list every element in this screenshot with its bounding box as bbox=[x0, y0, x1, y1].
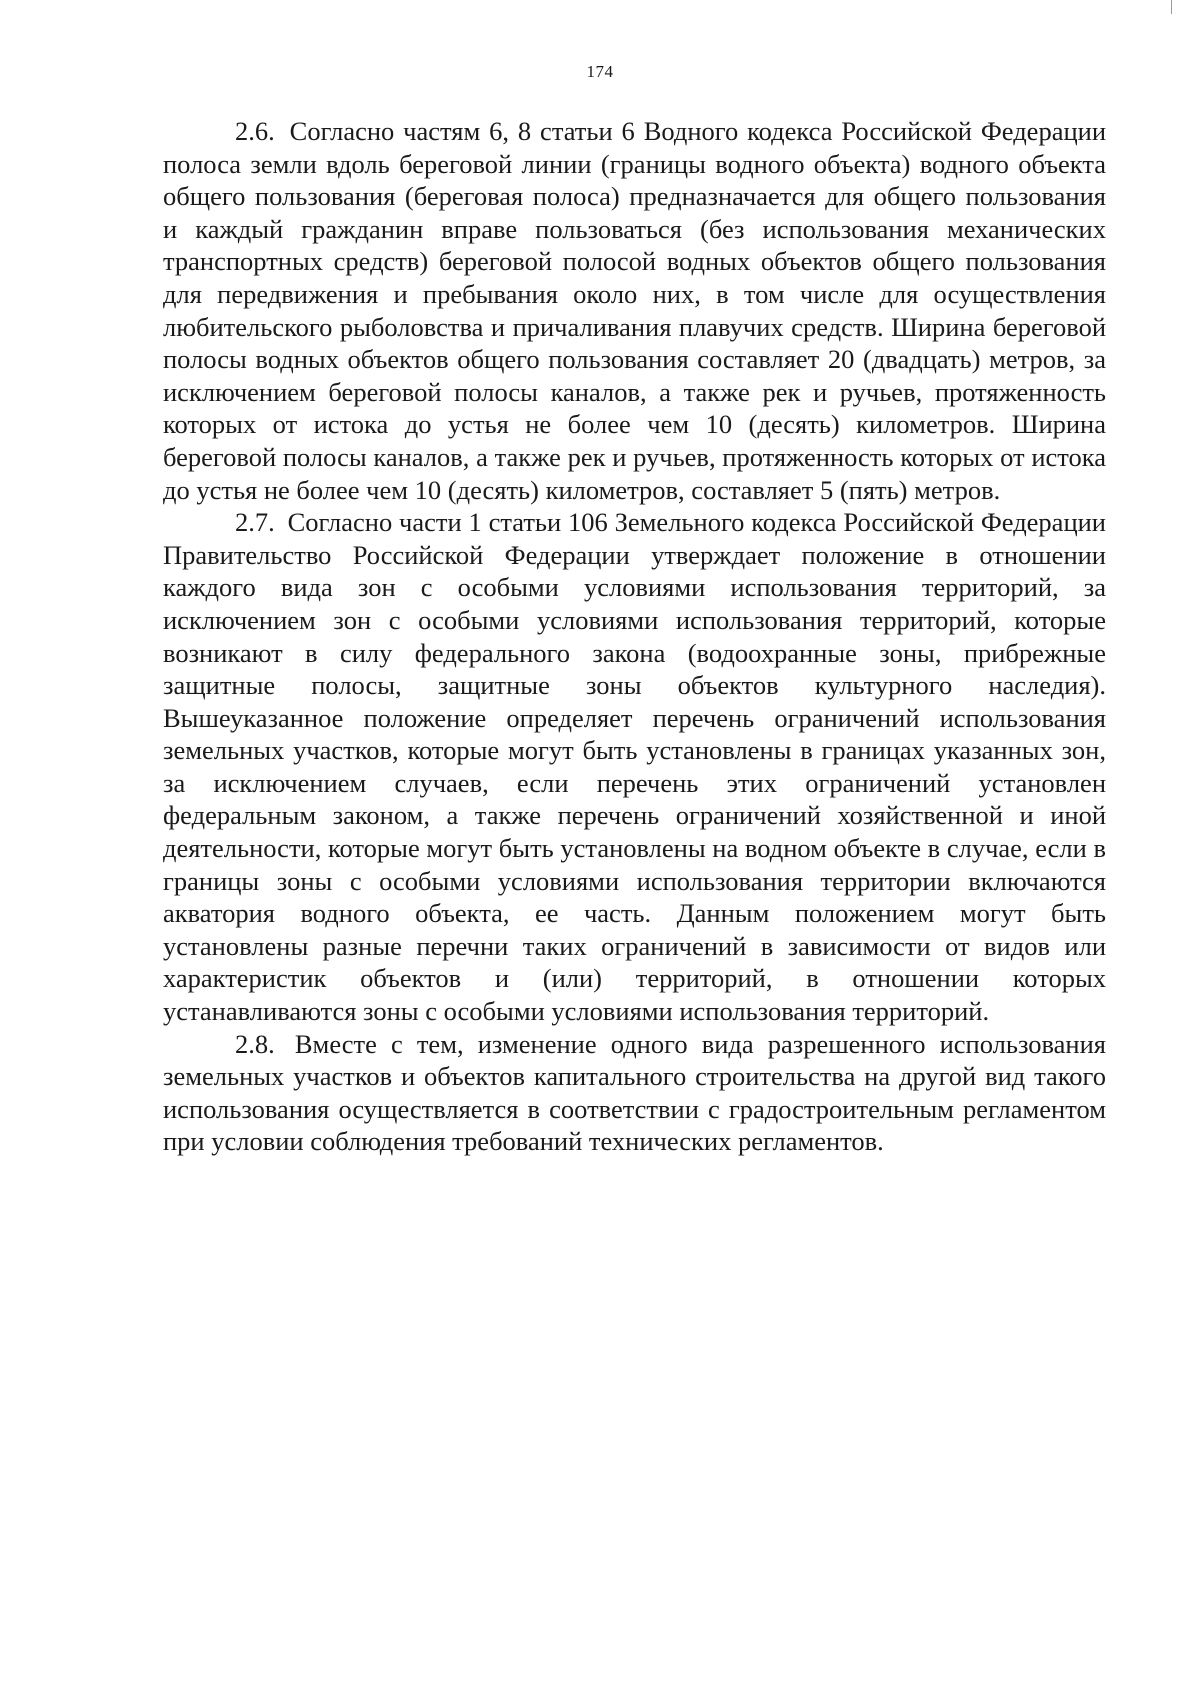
paragraph-2-6 bbox=[163, 115, 1106, 506]
paragraph-2-8 bbox=[163, 1028, 1106, 1158]
paragraph-2-7 bbox=[163, 506, 1106, 1028]
document-body bbox=[163, 115, 1106, 1158]
paragraph-number: 2.8. bbox=[235, 1028, 275, 1059]
paragraph-text: Вместе с тем, изменение одного вида разрешенного использования земельных участков и объектов капитального строительства на другой вид такого использования осуществляется в соответствии с градостроительным регламентом при условии соблюдения требований технических регламентов. bbox=[163, 1028, 1106, 1157]
paragraph-text: Согласно части 1 статьи 106 Земельного кодекса Российской Федерации Правительство Российской Федерации утверждает положение в отношении каждого вида зон с особыми условиями использования территорий, за исключением зон с особыми условиями использования территорий, которые возникают в силу федерального закона (водоохранные зоны, прибрежные защитные полосы, защитные зоны объектов культурного наследия). Вышеуказанное положение определяет перечень ограничений использования земельных участков, которые могут быть установлены в границах указанных зон, за исключением случаев, если перечень этих ограничений установлен федеральным законом, а также перечень ограничений хозяйственной и иной деятельности, которые могут быть установлены на водном объекте в случае, если в границы зоны с особыми условиями использования территории включаются акватория водного объекта, ее часть. Данным положением могут быть установлены разные перечни таких ограничений в зависимости от видов или характеристик объектов и (или) территорий, в отношении которых устанавливаются зоны с особыми условиями использования территорий. bbox=[163, 507, 1106, 1027]
paragraph-number: 2.6. bbox=[235, 116, 275, 146]
page-number: 174 bbox=[586, 62, 614, 81]
paragraph-text: Согласно частям 6, 8 статьи 6 Водного кодекса Российской Федерации полоса земли вдоль береговой линии (границы водного объекта) водного объекта общего пользования (береговая полоса) предназначается для общего пользования и каждый гражданин вправе пользоваться (без использования механических транспортных средств) береговой полосой водных объектов общего пользования для передвижения и пребывания около них, в том числе для осуществления любительского рыболовства и причаливания плавучих средств. Ширина береговой полосы водных объектов общего пользования составляет 20 (двадцать) метров, за исключением береговой полосы каналов, а также рек и ручьев, протяженность которых от истока до устья не более чем 10 (десять) километров. Ширина береговой полосы каналов, а также рек и ручьев, протяженность которых от истока до устья не более чем 10 (десять) километров, составляет 5 (пять) метров. bbox=[163, 116, 1106, 505]
scan-edge-mark bbox=[1171, 0, 1172, 14]
paragraph-number: 2.7. bbox=[235, 507, 275, 538]
